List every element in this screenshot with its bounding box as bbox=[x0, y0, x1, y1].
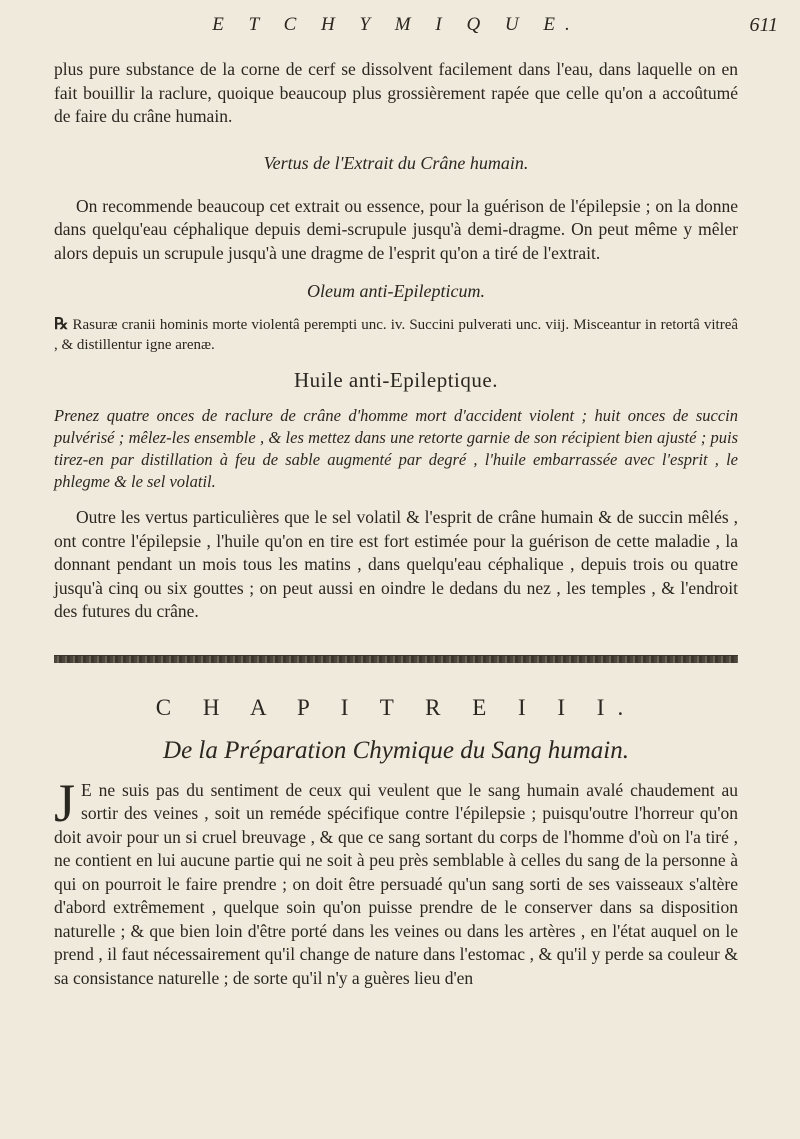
ornamental-rule bbox=[54, 655, 738, 663]
heading-huile: Huile anti-Epileptique. bbox=[294, 368, 498, 392]
paragraph-top: plus pure substance de la corne de cerf se dissolvent facilement dans l'eau, dans laquelle on en fait bouillir la raclure, quoique beaucoup plus grossièrement rapée que celle qu'on a accoûtumé de faire du crâne humain. bbox=[54, 59, 738, 126]
latin-recipe bbox=[54, 315, 738, 355]
paragraph-final-text: E ne suis pas du sentiment de ceux qui veulent que le sang humain avalé chaudement au sortir des veines , soit un reméde spécifique contre l'épilepsie ; puisqu'outre l'horreur qu'on doit avoir pour un si cruel breuvage , & que ce sang sortant du corps de l'homme d'où on l'a tiré , ne contient en lui aucune partie qui ne soit à peu près semblable à celles du sang de la personne à qui on pourroit le faire prendre ; on doit être persuadé qu'un sang sorti de ses vaisseaux s'altère d'abord extrêmement , quelque soin qu'on puisse prendre de le conserver dans sa disposition naturelle ; & que bien loin d'être porté dans les veines ou dans les artères , en l'état auquel on le prend , il faut nécessairement qu'il change de nature dans l'estomac , & qu'il y perde sa couleur & sa consistance naturelle ; de sorte qu'il n'y a guères lieu d'en bbox=[54, 779, 738, 988]
heading-oleum: Oleum anti-Epilepticum. bbox=[307, 281, 485, 301]
paragraph-vertus: On recommende beaucoup cet extrait ou essence, pour la guérison de l'épilepsie ; on la donne dans quelqu'eau céphalique depuis demi-scrupule jusqu'à demi-dragme. On peut même y mêler alors depuis un scrupule jusqu'à une dragme de l'esprit qu'on a tiré de l'extrait. bbox=[54, 195, 738, 263]
running-head bbox=[54, 0, 778, 58]
latin-recipe-text: Rasuræ cranii hominis morte violentâ perempti unc. iv. Succini pulverati unc. viij. Misceantur in retortâ vitreâ , & distillentur igne arenæ. bbox=[54, 317, 739, 353]
running-title: E T C H Y M I Q U E. bbox=[212, 14, 580, 35]
french-recipe: Prenez quatre onces de raclure de crâne d'homme mort d'accident violent ; huit onces de succin pulvérisé ; mêlez-les ensemble , & les mettez dans une retorte garnie de son récipient bien ajusté ; puis tirez-en par distillation à feu de sable augmenté par degré , l'huile embarrassée avec l'esprit , le phlegme & le sel volatil. bbox=[54, 406, 738, 491]
recipe-symbol: ℞ bbox=[54, 316, 69, 333]
heading-vertus: Vertus de l'Extrait du Crâne humain. bbox=[263, 152, 529, 173]
paragraph-final bbox=[54, 772, 738, 991]
drop-cap: J bbox=[54, 772, 76, 833]
chapter-subtitle: De la Préparation Chymique du Sang humain. bbox=[163, 736, 629, 764]
chapter-heading: C H A P I T R E I I I. bbox=[155, 694, 637, 720]
page-number: 611 bbox=[749, 14, 778, 36]
paragraph-outre: Outre les vertus particulières que le sel volatil & l'esprit de crâne humain & de succin mêlés , ont contre l'épilepsie , l'huile qu'on en tire est fort estimée pour la guérison de cette maladie , la donnant pendant un mois tous les matins , dans quelqu'eau céphalique , depuis trois ou quatre jusqu'à cinq ou six gouttes ; on peut aussi en oindre le dedans du nez , les temples , & l'endroit des futures du crâne. bbox=[54, 507, 738, 621]
